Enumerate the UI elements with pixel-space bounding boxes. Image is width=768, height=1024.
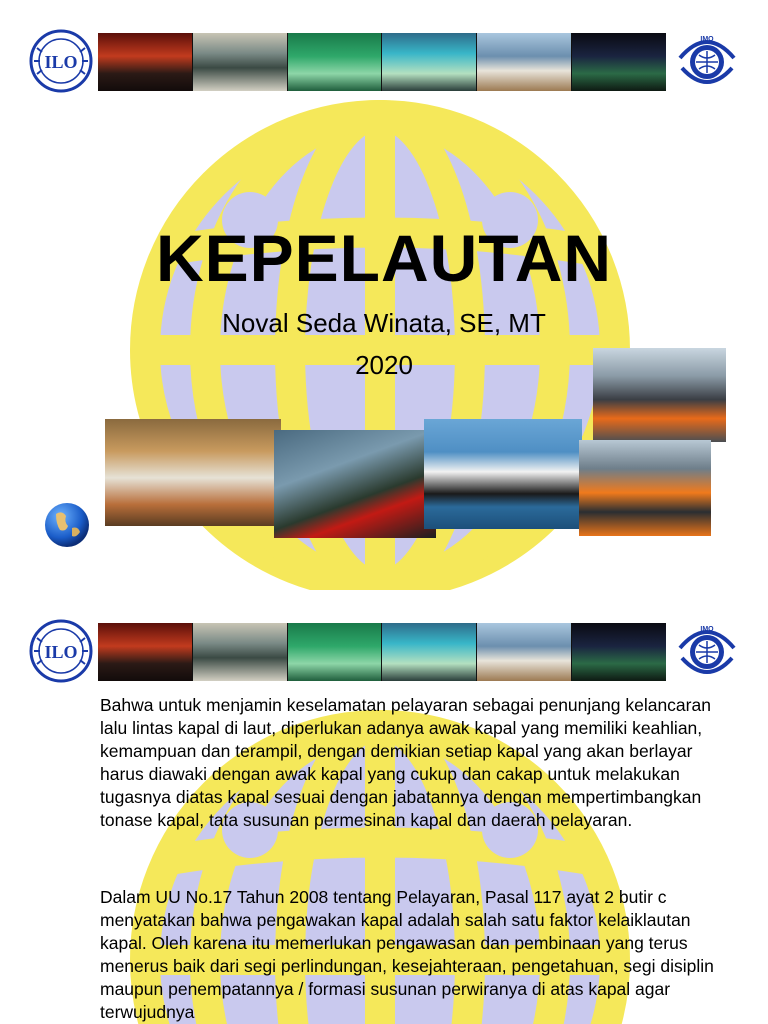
imo-logo [674, 618, 740, 684]
display-screens-photo [382, 33, 477, 91]
ilo-logo [28, 618, 94, 684]
engine-panel-photo [288, 623, 383, 681]
sea-chart-photo [572, 33, 666, 91]
banner-photo-strip [98, 623, 666, 681]
deck-workers-photo [593, 348, 726, 442]
header-banner [28, 618, 740, 684]
slide-title: KEPELAUTAN [155, 221, 613, 295]
presentation-year: 2020 [355, 350, 413, 380]
body-paragraph-2: Dalam UU No.17 Tahun 2008 tentang Pelayaran, Pasal 117 ayat 2 butir c menyatakan bahwa pengawakan kapal adalah salah satu faktor kelaiklautan kapal. Oleh karena itu memerlukan pengawasan dan pembinaan yang terus menerus baik dari segi perlindungan, kesejahteraan, pengetahuan, segi disiplin maupun penempatannya / formasi susunan perwiranya di atas kapal agar terwujudnya [100, 887, 714, 1022]
bridge-console-photo [98, 33, 193, 91]
imo-logo [674, 28, 740, 94]
ilo-logo [28, 28, 94, 94]
engine-panel-photo [288, 33, 383, 91]
header-banner [28, 28, 740, 94]
control-room-photo [193, 33, 288, 91]
svg-text:IMO: IMO [700, 36, 714, 43]
sea-chart-photo [572, 623, 666, 681]
display-screens-photo [382, 623, 477, 681]
classroom-photo [105, 419, 281, 526]
crew-in-orange-photo [579, 440, 711, 536]
tanker-ship-photo [424, 419, 582, 529]
earth-globe-icon [44, 502, 90, 548]
svg-text:ILO: ILO [44, 52, 78, 72]
navigation-screen-photo [477, 623, 572, 681]
content-slide [0, 590, 768, 1024]
body-paragraph-1: Bahwa untuk menjamin keselamatan pelayaran sebagai penunjang kelancaran lalu lintas kapal di laut, diperlukan adanya awak kapal yang memiliki keahlian, kemampuan dan terampil, dengan demikian setiap kapal yang akan berlayar harus diawaki dengan awak kapal yang cukup dan cakap untuk melakukan tugasnya diatas kapal sesuai dengan jabatannya dengan mempertimbangkan tonase kapal, tata susunan permesinan kapal dan daerah pelayaran. [100, 695, 711, 830]
banner-photo-strip [98, 33, 666, 91]
author-name: Noval Seda Winata, SE, MT [222, 308, 546, 338]
control-room-photo [193, 623, 288, 681]
svg-text:ILO: ILO [44, 642, 78, 662]
svg-text:IMO: IMO [700, 626, 714, 633]
bridge-console-photo [98, 623, 193, 681]
navigation-screen-photo [477, 33, 572, 91]
crew-on-deck-photo [274, 430, 436, 538]
